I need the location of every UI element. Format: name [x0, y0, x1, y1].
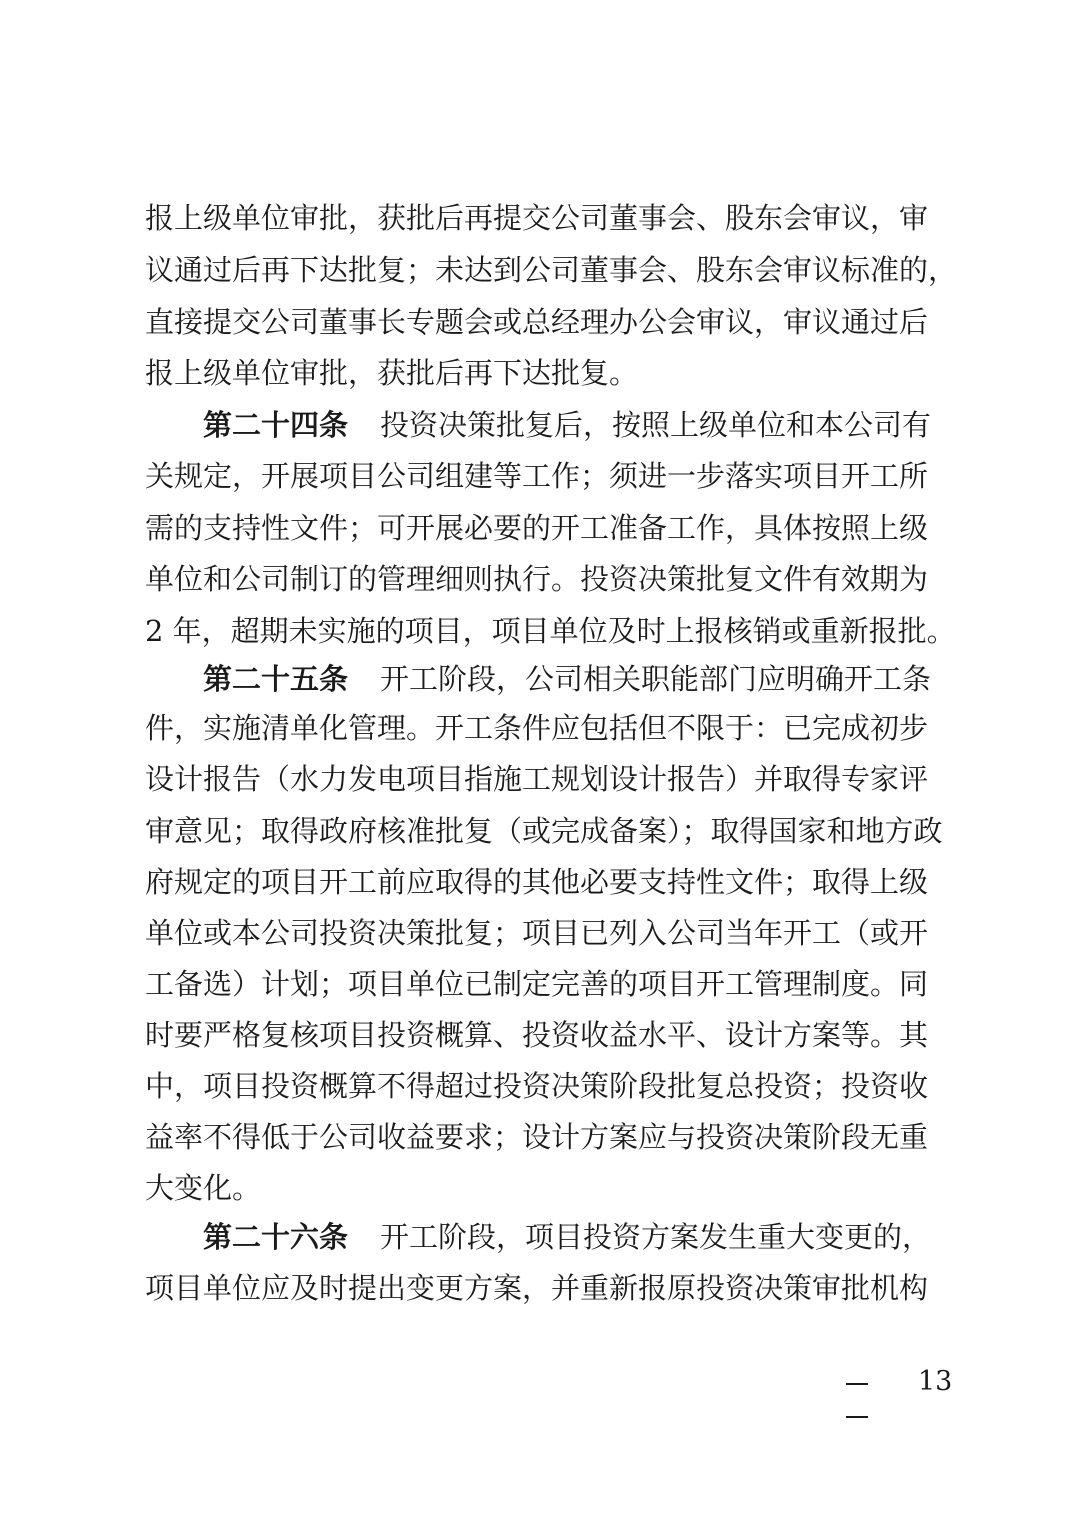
- article-25-line: 时要严格复核项目投资概算、投资收益水平、设计方案等。其: [145, 1018, 929, 1052]
- article-26-heading: 第二十六条: [203, 1220, 349, 1254]
- paragraph-line: 报上级单位审批，获批后再下达批复。: [145, 356, 639, 390]
- paragraph-line: 直接提交公司董事长专题会或总经理办公会审议，审议通过后: [145, 305, 929, 339]
- article-24-first-line: [203, 399, 932, 451]
- article-25-first-line: [203, 653, 932, 705]
- article-25-line: 审意见；取得政府核准批复（或完成备案）；取得国家和地方政: [145, 814, 943, 848]
- article-25-heading: 第二十五条: [203, 662, 349, 696]
- article-24-heading: 第二十四条: [203, 408, 349, 442]
- article-25-text: 开工阶段，公司相关职能部门应明确开工条: [380, 662, 932, 696]
- article-26-text: 开工阶段，项目投资方案发生重大变更的，: [380, 1220, 932, 1254]
- article-24-line: 2 年，超期未实施的项目，项目单位及时上报核销或重新报批。: [145, 614, 956, 648]
- article-25-line: 件，实施清单化管理。开工条件应包括但不限于：已完成初步: [145, 711, 929, 745]
- paragraph-line: 报上级单位审批，获批后再提交公司董事会、股东会审议，审: [145, 201, 929, 235]
- page-number-dash-top: [846, 1383, 868, 1385]
- article-26-first-line: [203, 1211, 932, 1263]
- article-25-line: 中，项目投资概算不得超过投资决策阶段批复总投资；投资收: [145, 1069, 929, 1103]
- article-25-line: 单位或本公司投资决策批复；项目已列入公司当年开工（或开: [145, 916, 929, 950]
- article-26-line: 项目单位应及时提出变更方案，并重新报原投资决策审批机构: [145, 1271, 929, 1305]
- article-24-line: 关规定，开展项目公司组建等工作；须进一步落实项目开工所: [145, 459, 929, 493]
- article-24-line: 单位和公司制订的管理细则执行。投资决策批复文件有效期为: [145, 562, 929, 596]
- article-25-line: 大变化。: [145, 1171, 262, 1205]
- article-24-line: 需的支持性文件；可开展必要的开工准备工作，具体按照上级: [145, 511, 929, 545]
- page-number-dash-bottom: [846, 1416, 868, 1418]
- article-25-line: 府规定的项目开工前应取得的其他必要支持性文件；取得上级: [145, 865, 929, 899]
- page-number: 13: [918, 1366, 953, 1397]
- article-25-line: 益率不得低于公司收益要求；设计方案应与投资决策阶段无重: [145, 1120, 929, 1154]
- article-25-line: 设计报告（水力发电项目指施工规划设计报告）并取得专家评: [145, 762, 929, 796]
- paragraph-line: 议通过后再下达批复；未达到公司董事会、股东会审议标准的，: [145, 253, 958, 287]
- article-25-line: 工备选）计划；项目单位已制定完善的项目开工管理制度。同: [145, 967, 929, 1001]
- article-24-text: 投资决策批复后，按照上级单位和本公司有: [380, 408, 932, 442]
